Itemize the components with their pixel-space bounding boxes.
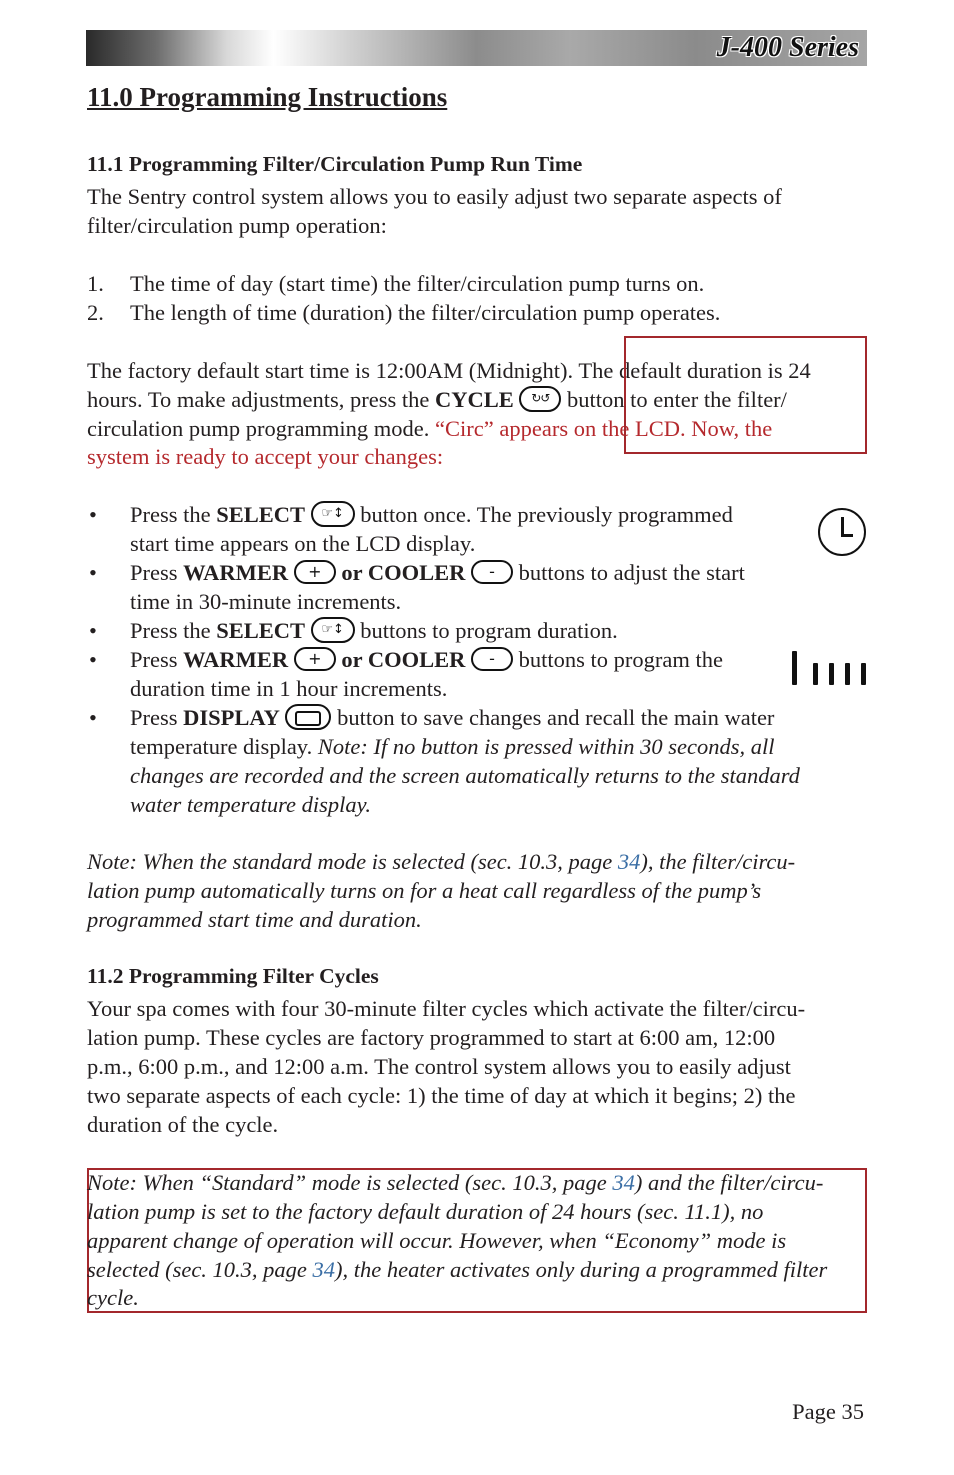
text: selected (sec. 10.3, page (87, 1257, 313, 1282)
intro-line-1: The Sentry control system allows you to easily adjust two separate aspects of (87, 184, 782, 209)
note-2-line-3: apparent change of operation will occur. However, when “Economy” mode is (87, 1228, 787, 1253)
select-label: SELECT (216, 502, 306, 527)
bullet-3-line-1 (130, 616, 618, 646)
list-number: 1. (87, 271, 104, 296)
section-heading-11-1: 11.1 Programming Filter/Circulation Pump Run Time (87, 152, 583, 176)
bullet-5-line-2 (130, 732, 775, 761)
text: buttons to program the (513, 647, 723, 672)
bullet-4-line-1 (130, 645, 723, 674)
filter-cycles-line-2: lation pump. These cycles are factory programmed to start at 6:00 am, 12:00 (87, 1025, 776, 1050)
text: Note: If no button is pressed within 30 seconds, all (317, 734, 775, 759)
bullet-1-line-1 (130, 500, 733, 530)
text: Press (130, 560, 184, 585)
duration-bars-icon (791, 651, 871, 687)
warmer-button-icon: + (294, 647, 336, 671)
page-title: 11.0 Programming Instructions (87, 82, 448, 112)
clock-icon (818, 508, 866, 556)
display-label: DISPLAY (183, 705, 280, 730)
note-2-line-4 (87, 1255, 827, 1284)
text: Note: When the standard mode is selected (sec. 10.3, page (87, 849, 618, 874)
bullet-5-line-3: changes are recorded and the screen automatically returns to the standard (130, 763, 800, 788)
bullet-2-line-1 (130, 558, 745, 587)
text: ) and the filter/circu- (634, 1170, 824, 1195)
text: circulation pump programming mode. (87, 416, 436, 441)
text: Press (130, 647, 184, 672)
text: buttons to program duration. (354, 618, 618, 643)
page-link[interactable]: 34 (312, 1257, 336, 1282)
note-1-line-2: lation pump automatically turns on for a heat call regardless of the pump’s (87, 878, 762, 903)
display-button-icon (285, 704, 331, 730)
bullet-mark: • (89, 705, 97, 730)
bullet-5-line-1 (130, 703, 774, 733)
cycle-label: CYCLE (434, 387, 514, 412)
list-number: 2. (87, 300, 104, 325)
text: buttons to adjust the start (513, 560, 745, 585)
text: Press the (130, 618, 217, 643)
series-title: J-400 Series (716, 32, 859, 63)
bullet-4-line-2: duration time in 1 hour increments. (130, 676, 448, 701)
filter-cycles-line-5: duration of the cycle. (87, 1112, 279, 1137)
note-1-line-3: programmed start time and duration. (87, 907, 422, 932)
filter-cycles-line-4: two separate aspects of each cycle: 1) the time of day at which it begins; 2) the (87, 1083, 796, 1108)
circ-highlight: “Circ” appears on the LCD. Now, the (435, 416, 773, 441)
highlight-box (624, 336, 867, 454)
page-number: Page 35 (792, 1399, 864, 1424)
note-2-line-1 (87, 1168, 823, 1197)
bullet-5-line-4: water temperature display. (130, 792, 372, 817)
warmer-button-icon: + (294, 560, 336, 584)
list-item-1 (87, 269, 104, 298)
list-item-2 (87, 298, 104, 327)
text: ), the heater activates only during a programmed filter (335, 1257, 828, 1282)
select-button-icon: ☞↕ (311, 617, 355, 643)
list-text-2: The length of time (duration) the filter/circulation pump operates. (130, 300, 721, 325)
warmer-label: WARMER (183, 647, 289, 672)
text: Note: When “Standard” mode is selected (sec. 10.3, page (87, 1170, 613, 1195)
filter-cycles-line-3: p.m., 6:00 p.m., and 12:00 a.m. The control system allows you to easily adjust (87, 1054, 791, 1079)
filter-cycles-line-1: Your spa comes with four 30-minute filter cycles which activate the filter/circu- (87, 996, 806, 1021)
note-2-line-5: cycle. (87, 1285, 139, 1310)
default-line-4: system is ready to accept your changes: (87, 444, 444, 469)
select-label: SELECT (216, 618, 306, 643)
text: hours. To make adjustments, press the (87, 387, 435, 412)
bullet-1-line-2: start time appears on the LCD display. (130, 531, 476, 556)
bullet-mark: • (89, 560, 97, 585)
bullet-mark: • (89, 618, 97, 643)
text: button to enter the filter/ (561, 387, 787, 412)
cycle-button-icon: ↻↺ (519, 386, 561, 412)
list-text-1: The time of day (start time) the filter/circulation pump turns on. (130, 271, 705, 296)
default-line-1: The factory default start time is 12:00AM (Midnight). The default duration is 24 (87, 358, 811, 383)
text: temperature display. (130, 734, 318, 759)
text: Press (130, 705, 184, 730)
page-link[interactable]: 34 (612, 1170, 635, 1195)
warmer-label: WARMER (183, 560, 289, 585)
page-link[interactable]: 34 (617, 849, 641, 874)
text: button once. The previously programmed (354, 502, 733, 527)
section-heading-11-2: 11.2 Programming Filter Cycles (87, 964, 379, 988)
bullet-mark: • (89, 647, 97, 672)
note-1-line-1 (87, 847, 795, 876)
cooler-button-icon: - (471, 647, 513, 671)
intro-line-2: filter/circulation pump operation: (87, 213, 387, 238)
text: Press the (130, 502, 217, 527)
cooler-button-icon: - (471, 560, 513, 584)
bullet-2-line-2: time in 30-minute increments. (130, 589, 402, 614)
cooler-label: or COOLER (335, 560, 466, 585)
select-button-icon: ☞↕ (311, 501, 355, 527)
bullet-mark: • (89, 502, 97, 527)
header-banner (86, 30, 867, 66)
note-2-line-2: lation pump is set to the factory default duration of 24 hours (sec. 11.1), no (87, 1199, 764, 1224)
text: ), the filter/circu- (640, 849, 796, 874)
cooler-label: or COOLER (335, 647, 466, 672)
text: button to save changes and recall the main water (331, 705, 775, 730)
